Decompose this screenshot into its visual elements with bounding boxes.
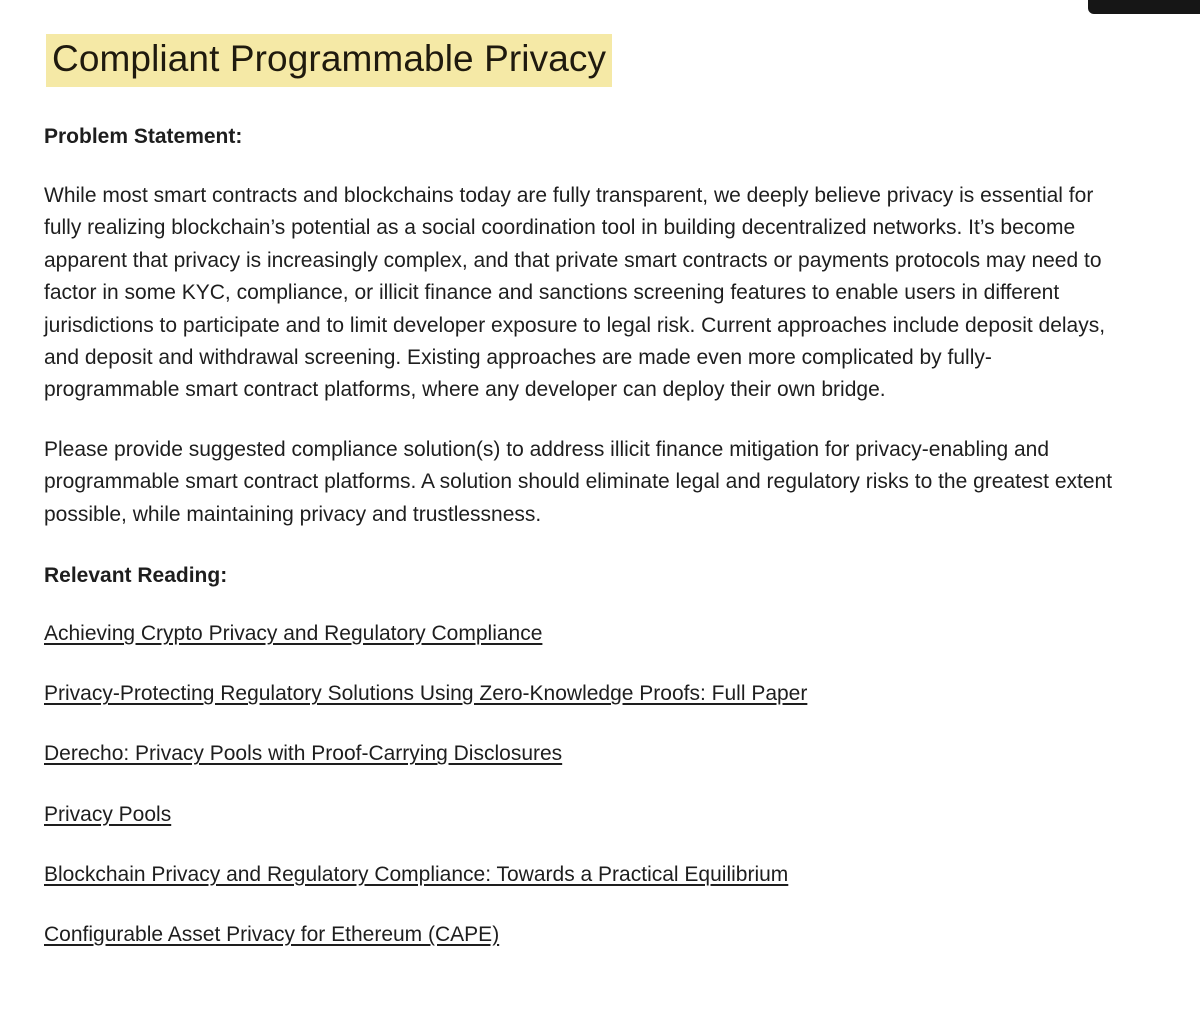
problem-statement-heading: Problem Statement: bbox=[44, 125, 243, 148]
document-body bbox=[44, 34, 1124, 980]
list-item bbox=[44, 679, 1124, 709]
list-item bbox=[44, 619, 1124, 649]
window-corner-edge bbox=[1088, 0, 1200, 14]
list-item bbox=[44, 800, 1124, 830]
link-privacy-pools[interactable]: Privacy Pools bbox=[44, 802, 172, 826]
link-privacy-protecting-regulatory-solutions[interactable]: Privacy-Protecting Regulatory Solutions Using Zero-Knowledge Proofs: Full Paper bbox=[44, 682, 808, 706]
link-achieving-crypto-privacy[interactable]: Achieving Crypto Privacy and Regulatory Compliance bbox=[44, 622, 543, 646]
link-cape[interactable]: Configurable Asset Privacy for Ethereum (CAPE) bbox=[44, 923, 500, 946]
list-item bbox=[44, 739, 1124, 769]
problem-statement-paragraph: While most smart contracts and blockchains today are fully transparent, we deeply believe privacy is essential for fully realizing blockchain’s potential as a social coordination tool in building decentralized networks. It’s become apparent that privacy is increasingly complex, and that private smart contracts or payments protocols may need to factor in some KYC, compliance, or illicit finance and sanctions screening features to enable users in different jurisdictions to participate and to limit developer exposure to legal risk. Current approaches include deposit delays, and deposit and withdrawal screening. Existing approaches are made even more complicated by fully-programmable smart contract platforms, where any developer can deploy their own bridge. bbox=[44, 184, 1106, 402]
link-blockchain-privacy-equilibrium[interactable]: Blockchain Privacy and Regulatory Compliance: Towards a Practical Equilibrium bbox=[44, 862, 789, 886]
list-item bbox=[44, 920, 1124, 950]
page-title: Compliant Programmable Privacy bbox=[46, 34, 612, 87]
link-derecho-privacy-pools[interactable]: Derecho: Privacy Pools with Proof-Carrying Disclosures bbox=[44, 742, 563, 766]
relevant-reading-heading: Relevant Reading: bbox=[44, 564, 228, 588]
solution-request-paragraph: Please provide suggested compliance solution(s) to address illicit finance mitigation for privacy-enabling and programmable smart contract platforms. A solution should eliminate legal and regulatory risks to the greatest extent possible, while maintaining privacy and trustlessness. bbox=[44, 437, 1113, 526]
relevant-reading-list bbox=[44, 619, 1124, 950]
list-item bbox=[44, 860, 1124, 890]
